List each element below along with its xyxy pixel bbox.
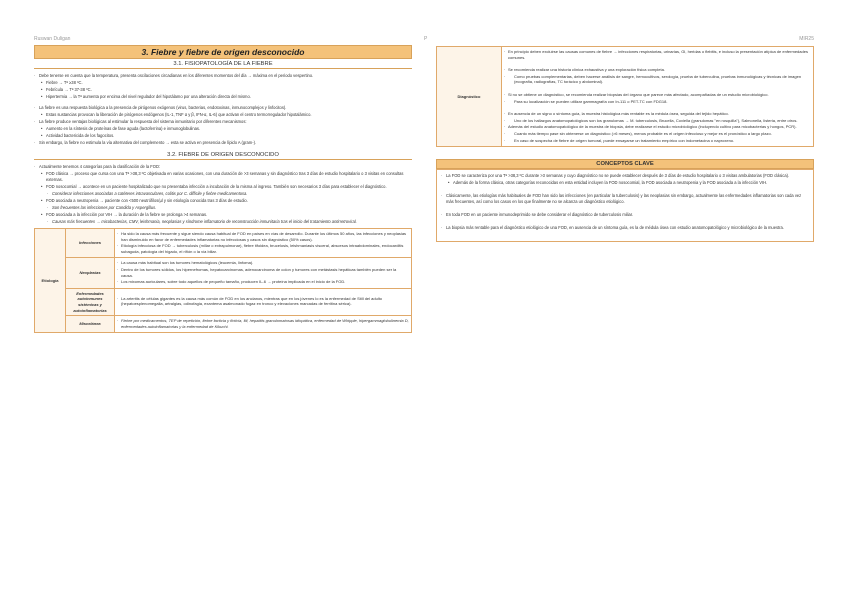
- list-item: · Considerar infecciones asociadas a catéteres intravasculares, colitis por C. difficile y fiebre medicamentosa.: [34, 191, 412, 197]
- table-cell: [115, 288, 412, 315]
- section-2-title: 3.2. FIEBRE DE ORIGEN DESCONOCIDO: [34, 152, 412, 160]
- list-item: • Aumento en la síntesis de proteínas de fase aguda (lactoferrina) e inmunoglobulinas.: [34, 126, 412, 132]
- category-autoinmunes: Enfermedades autoinmunes sistémicas y autoinflamatorias: [66, 288, 115, 315]
- list-item: • Estas sustancias provocan la liberación de pirógenos endógenos (IL-1, TNF α y β, IFN-α, IL-6) que activan el centro termorregulador hipotalámico.: [34, 112, 412, 118]
- table-cell: [502, 47, 814, 147]
- list-item: • Febrícula → Tª 37-38 ºC.: [34, 87, 412, 93]
- list-item: • FOD asociada a la infección por VIH → la duración de la fiebre se prolonga >4 semanas.: [34, 212, 412, 218]
- cell-line: · Fiebre por medicamentos, TEP de repetición, fiebre facticia y ficticia, fiil, hepatitis granulomatosas idiopática, enfermedad de Whipple, hipergammaglobulinemia D, enfermedades autoinflamatorias y la enfermedad de Kikuchi.: [117, 318, 409, 329]
- list-item: • Además de la forma clásica, otras categorías reconocidas en esta entidad incluyen la FOD nosocomial, la FOD asociada a neutropenia y la FOD asociada a la infección VIH.: [441, 180, 809, 186]
- cell-line: · Además del estudio anatomopatológico de la muestra de biopsia, debe realizarse el estudio microbiológico (incluyendo cultivo para micobacterias y hongos, PCR).: [504, 124, 811, 130]
- cell-line: · La arteritis de células gigantes es la causa más común de FOD en los ancianos, mientras que en los jóvenes lo es la enfermedad de Still del adulto (hepatoesplenomegalia, artralgias, odinofagia, exantema asalmonado fugaz en tronco y elevaciones marcadas de ferritina sérica).: [117, 296, 409, 307]
- cell-line: · Etiología infecciosa de FOD → tuberculosis (miliar o extrapulmonar), fiebre tifoidea, brucelosis, leishmaniasis visceral, abscesos intraabdominales, endocarditis subaguda, patología del hígado, el riñón o la vía biliar.: [117, 243, 409, 254]
- right-page: [424, 0, 848, 599]
- list-item: · Causas más frecuentes → micobacterias, CMV, leishmania, neoplasias y síndrome inflamatorio de reconstrucción inmunitaria tras el inicio del tratamiento antirretroviral.: [34, 219, 412, 225]
- conceptos-title: CONCEPTOS CLAVE: [436, 159, 814, 169]
- conceptos-box: [436, 169, 814, 242]
- page-title: 3. Fiebre y fiebre de origen desconocido: [34, 45, 412, 59]
- list-item: · Actualmente tenemos 4 categorías para la clasificación de la FOD:: [34, 164, 412, 170]
- list-item: · La FOD se caracteriza por una Tª >38,3 ºC durante >3 semanas y cuyo diagnóstico no se puede establecer después de 3 días de estudio hospitalario o 3 visitas ambulatorias (FOD clásica).: [441, 173, 809, 179]
- list-item: · Clásicamente, las etiologías más habituales de FOD han sido las infecciones (en particular la tuberculosis) y las neoplasias sin embargo, actualmente las enfermedades inflamatorias son cada vez más frecuentes, así como los casos en los que finalmente no se alcanza un diagnóstico etiológico.: [441, 193, 809, 205]
- table-cell: [115, 316, 412, 333]
- list-item: · Debe tenerse en cuenta que la temperatura, presenta oscilaciones circadianas en los diferentes momentos del día → máxima en el periodo vespertino.: [34, 73, 412, 79]
- list-item: · La fiebre produce ventajas biológicas al estimular la respuesta del sistema inmunitario por diferentes mecanismos:: [34, 119, 412, 125]
- list-item: · La biopsia más rentable para el diagnóstico etiológico de una FOD, en ausencia de un síntoma guía, es la de médula ósea con estudio anatomopatológico y microbiológico de la muestra.: [441, 225, 809, 231]
- cell-line: · Dentro de los tumores sólidos, los hipernefromas, hepatocarcinomas, adenocarcinoma de colon y tumores con metástasis hepáticas también pueden ser la causa.: [117, 267, 409, 278]
- list-item: · Son frecuentes las infecciones por Candida y Aspergillus.: [34, 205, 412, 211]
- cell-line: · Los mixomas auriculares, sobre todo aquellos de pequeño tamaño, producen IL-6 → proteína implicada en el inicio de la FOD.: [117, 279, 409, 285]
- etiologia-table: [34, 228, 412, 333]
- list-item: • FOD asociada a neutropenia → paciente con <500 neutrófilos/µl y sin etiología conocida tras 3 días de estudio.: [34, 198, 412, 204]
- cell-line: · Para su localización se pueden utilizar gammagrafía con In-111 o PET-TC con FDG18.: [504, 99, 811, 105]
- cell-line: · En ausencia de un signo o síntoma guía, la muestra histológica más rentable es la médula ósea, seguida del tejido hepático.: [504, 111, 811, 117]
- cell-line: · Como pruebas complementarias, deben hacerse análisis de sangre, hemocultivos, serología, prueba de tuberculina, pruebas inmunológicas y técnicas de imagen (ecografía, radiografías, TC torácico y abdominal).: [504, 74, 811, 85]
- header-page-mark: P: [424, 36, 428, 42]
- list-item: • Actividad bactericida de los fagocitos.: [34, 133, 412, 139]
- cell-line: · Uno de los hallazgos anatomopatológicos son los granulomas → M. tuberculosis, Brucella, Coxiella (granulomas "en rosquilla"), Salmonella, listeria, entre otros.: [504, 118, 811, 124]
- section-1-title: 3.1. FISIOPATOLOGÍA DE LA FIEBRE: [34, 61, 412, 69]
- list-item: · Sin embargo, la fiebre no estimula la vía alternativa del complemento → esta se activa en presencia de lípido A (gram-).: [34, 140, 412, 146]
- cell-line: · Si no se obtiene un diagnóstico, se recomienda realizar biopsias del órgano que parece más afectado, acompañadas de un estudio microbiológico.: [504, 92, 811, 98]
- header-label: MIR25: [799, 36, 814, 42]
- cell-line: · Ha sido la causa más frecuente y sigue siendo causa habitual de FOD en países en vías de desarrollo. Durante los últimos 50 años, las infecciones y neoplasias han disminuido en favor de enfermedades inflamatorias no infecciosas y casos sin diagnóstico (50% casos).: [117, 231, 409, 242]
- header-author: Ruswan Duligan: [34, 36, 71, 42]
- list-item: • FOD nosocomial → acontece en un paciente hospitalizado que no presentaba infección a incubación de la misma al ingreso. También son necesarios 3 días para establecer el diagnóstico.: [34, 184, 412, 190]
- list-item: · En toda FOD en un paciente inmunodeprimido se debe considerar el diagnóstico de tuberculosis miliar.: [441, 212, 809, 218]
- category-miscelanea: Miscelánea: [66, 316, 115, 333]
- table-cell: [115, 258, 412, 288]
- cell-line: · Se recomienda realizar una historia clínica exhaustiva y una exploración física completa.: [504, 67, 811, 73]
- list-item: • Hipertermia → la Tª aumenta por encima del nivel regulador del hipotálamo por una alteración directa del mismo.: [34, 94, 412, 100]
- cell-line: · La causa más habitual son los tumores hematológicos (leucemia, linfoma).: [117, 260, 409, 266]
- table-cell: [115, 229, 412, 258]
- diagnostico-label: Diagnóstico: [437, 47, 502, 147]
- list-item: · La fiebre es una respuesta biológica a la presencia de pirógenos exógenos (virus, bacterias, endotoxinas, inmunocomplejos y linfocitos).: [34, 105, 412, 111]
- diagnostico-table: [436, 46, 814, 147]
- category-infecciones: Infecciones: [66, 229, 115, 258]
- cell-line: · En principio deben excluirse las causas comunes de fiebre → infecciones respiratorias, urinarias, GI, heridas o flebitis, e incluso la presentación atípica de enfermedades comunes.: [504, 49, 811, 60]
- list-item: • Fiebre → Tª ≥38 ºC.: [34, 80, 412, 86]
- list-item: • FOD clásica → proceso que cursa con una Tª >38,3 ºC objetivada en varias ocasiones, con una duración de >3 semanas y sin diagnóstico tras 3 días de estudio hospitalario o 3 visitas en consultas externas.: [34, 171, 412, 183]
- cell-line: · En caso de sospecha de fiebre de origen tumoral, puede ensayarse un tratamiento empírico con indometacina o naproxeno.: [504, 138, 811, 144]
- cell-line: · Cuanto más tiempo pase sin obtenerse un diagnóstico (>6 meses), menos probable es el origen infeccioso y mejor es el pronóstico a largo plazo.: [504, 131, 811, 137]
- category-neoplasias: Neoplasias: [66, 258, 115, 288]
- etiologia-label: Etiología: [35, 229, 66, 333]
